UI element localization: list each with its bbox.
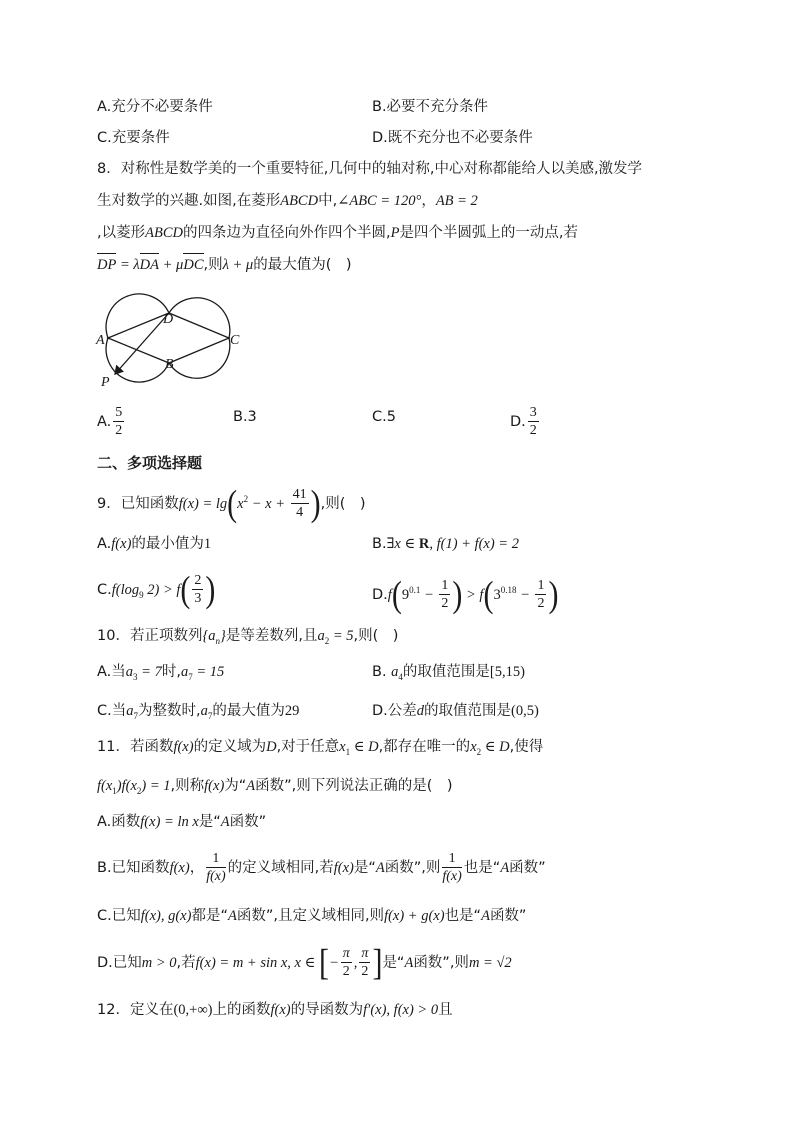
q7-option-b: B.必要不充分条件 <box>372 99 489 115</box>
q10-option-b: B. $a_4$的取值范围是[5,15) <box>372 664 525 682</box>
q8-option-b: B.3 <box>233 409 257 425</box>
q11-stem-line-2: $f(x_1)f(x_2) = 1$,则称f(x)为“A函数”,则下列说法正确的是( ) <box>97 778 453 796</box>
q8-line-1: 8．对称性是数学美的一个重要特征,几何中的轴对称,中心对称都能给人以美感,激发学 <box>97 161 643 177</box>
q9-option-c: $C.f(\log_9$ 2) > f( $\frac{2}{3}$ ) <box>97 568 216 610</box>
q9-option-b: B.∃x ∈ R, f(1) + f(x) = 2 <box>372 536 519 552</box>
q8-option-d: D. $\frac{3}{2}$ <box>510 405 537 438</box>
semicircle-dc <box>169 298 230 338</box>
q10-option-d: D.公差d的取值范围是(0,5) <box>372 703 539 719</box>
q11-option-c: C.已知f(x), g(x)都是“A函数”,且定义域相同,则f(x) + g(x)也是“A函数” <box>97 908 527 924</box>
semicircle-ba <box>106 338 169 382</box>
q8-option-a: A. $\frac{5}{2}$ <box>97 405 123 438</box>
q11-option-d: D.已知m > 0,若f(x) = m + sin x, x ∈ [− $\frac{\pi}{2}$ , $\frac{\pi}{2}$ ]是“A函数”,则m = √2 <box>97 941 512 983</box>
q10-option-c: C.当$a_7$为整数时$,a_7$的最大值为29 <box>97 703 300 721</box>
q7-option-d: D.既不充分也不必要条件 <box>372 130 533 146</box>
q10-stem: 10．若正项数列$\{a_n\}$是等差数列,且$a_2 = 5$,则( ) <box>97 628 399 646</box>
label-p: P <box>101 375 110 390</box>
semicircle-ad <box>106 294 169 338</box>
q8-line-3: ,以菱形ABCD的四条边为直径向外作四个半圆,P是四个半圆弧上的一动点,若 <box>97 225 579 241</box>
q9-stem: 9．已知函数$f(x) = \lg(x^2 - x$ + $\frac{41}{4}$ ),则( ) <box>97 482 366 524</box>
q11-option-a: A.函数f(x) = ln x是“A函数” <box>97 814 267 830</box>
rhombus-semicircles-figure <box>92 286 252 390</box>
q10-option-a: A.当$a_3 = 7$时$,a_7 = 15$ <box>97 664 225 682</box>
q8-line-2: 生对数学的兴趣.如图,在菱形ABCD中,∠ABC = 120°，AB = 2 <box>97 193 478 209</box>
q11-option-b: B.已知函数f(x)， $\frac{1}{f(x)}$ 的定义域相同,若f(x)是“A函数”,则 $\frac{1}{f(x)}$ 也是“A函数” <box>97 851 546 884</box>
q9-option-d: $D.f(9^{0.1}$ − $\frac{1}{2}$ ) > $f(3^{0.18}$ − $\frac{1}{2}$ ) <box>372 573 559 615</box>
q9-option-a: A.f(x)的最小值为1 <box>97 536 212 552</box>
q11-stem-line-1: 11．若函数f(x)的定义域为D,对于任意$x_1$ ∈ D,都存在唯一的$x_2$ ∈ D,使得 <box>97 739 544 757</box>
label-d: D <box>163 312 174 327</box>
q8-option-c: C.5 <box>372 409 396 425</box>
section-heading-multiple-choice: 二、多项选择题 <box>97 454 203 472</box>
q7-option-a: A.充分不必要条件 <box>97 99 213 115</box>
label-b: B <box>165 357 174 372</box>
label-a: A <box>96 333 105 348</box>
label-c: C <box>230 333 240 348</box>
semicircle-cb <box>169 338 230 378</box>
q12-stem: 12．定义在(0,+∞)上的函数f(x)的导函数为f′(x), f(x) > 0且 <box>97 1002 453 1018</box>
q8-line-4: DP = λDA + μDC,则λ + μ的最大值为( ) <box>97 257 352 273</box>
q7-option-c: C.充要条件 <box>97 130 170 146</box>
